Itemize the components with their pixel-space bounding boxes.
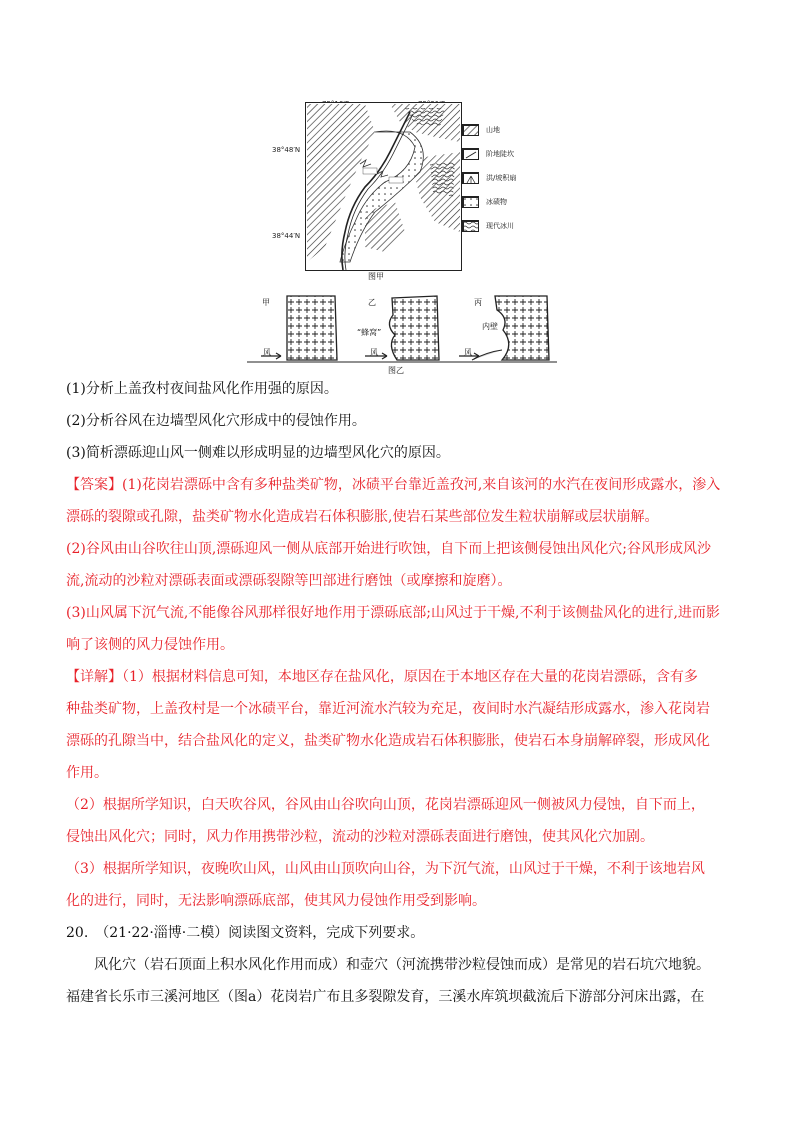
question-20-header: 20. （21·22·淄博·二模）阅读图文资料，完成下列要求。	[66, 925, 425, 941]
panel-label-bing: 丙	[474, 298, 482, 307]
figure-a-map	[305, 102, 462, 271]
legend-item-terrace-scarp: 阶地陡坎	[462, 148, 542, 162]
panel-label-jia: 甲	[262, 298, 270, 307]
map-drawing	[305, 102, 462, 271]
legend-swatch-mountain	[462, 124, 479, 136]
panel-wind-label-bing: 风	[464, 348, 472, 357]
answer-line: (2)谷风由山谷吹往山顶,漂砾迎风一侧从底部开始进行吹蚀，自下而上把该侧侵蚀出风化穴;谷风形成风沙	[66, 541, 711, 557]
legend-item-glacier: 现代冰川	[462, 220, 542, 234]
detail-line: 侵蚀出风化穴；同时，风力作用携带沙粒，流动的沙粒对漂砾表面进行磨蚀，使其风化穴加剧。	[66, 829, 654, 845]
answer-line: 响了该侧的风力侵蚀作用。	[66, 637, 234, 653]
legend-swatch-glacier	[462, 220, 479, 232]
detail-line: 种盐类矿物，上盖孜村是一个冰碛平台，靠近河流水汽较为充足，夜间时水汽凝结形成露水，渗入花岗岩	[66, 701, 710, 717]
detail-line: 作用。	[66, 765, 108, 781]
panel-wind-label-jia: 风	[263, 348, 271, 357]
detail-line: （3）根据所学知识，夜晚吹山风，山风由山顶吹向山谷，为下沉气流，山风过于干燥，不利于该地岩风	[66, 861, 705, 877]
legend-swatch-fan	[462, 172, 479, 184]
detail-line: 化的进行，同时，无法影响漂砾底部，使其风力侵蚀作用受到影响。	[66, 893, 486, 909]
panel-note-yi: “蜂窝”	[357, 328, 382, 337]
legend-swatch-terrace	[462, 148, 479, 160]
answer-line: 【答案】(1)花岗岩漂砾中含有多种盐类矿物，冰碛平台靠近盖孜河,来自该河的水汽在夜间形成露水，渗入	[66, 477, 721, 493]
legend-item-fan: 洪/坡积扇	[462, 172, 542, 186]
legend-swatch-moraine	[462, 196, 479, 208]
panel-wind-label-yi: 风	[370, 348, 378, 357]
latitude-label-north: 38°48′N	[272, 146, 301, 154]
panel-note-bing: 内壁	[482, 322, 498, 331]
question-1: (1)分析上盖孜村夜间盐风化作用强的原因。	[66, 381, 338, 397]
detail-line: 漂砾的孔隙当中，结合盐风化的定义，盐类矿物水化造成岩石体积膨胀，使岩石本身崩解碎裂，形成风化	[66, 733, 710, 749]
question-2: (2)分析谷风在边墙型风化穴形成中的侵蚀作用。	[66, 413, 366, 429]
material-line: 风化穴（岩石顶面上积水风化作用而成）和壶穴（河流携带沙粒侵蚀而成）是常见的岩石坑穴地貌。	[66, 957, 710, 973]
answer-line: 漂砾的裂隙或孔隙，盐类矿物水化造成岩石体积膨胀,使岩石某些部位发生粒状崩解或层状崩解。	[66, 509, 659, 525]
detail-line: 【详解】（1）根据材料信息可知，本地区存在盐风化，原因在于本地区存在大量的花岗岩漂砾，含有多	[66, 669, 698, 685]
answer-line: (3)山风属下沉气流,不能像谷风那样很好地作用于漂砾底部;山风过于干燥,不利于该侧盐风化的进行,进而影	[66, 605, 720, 621]
panel-label-yi: 乙	[368, 298, 376, 307]
answer-line: 流,流动的沙粒对漂砾表面或漂砾裂隙等凹部进行磨蚀（或摩擦和旋磨）。	[66, 573, 512, 589]
legend-item-mountain: 山地	[462, 124, 542, 138]
rock-panels-drawing	[247, 290, 557, 365]
figure-b-panels	[247, 290, 557, 365]
legend-item-moraine: 冰碛物	[462, 196, 542, 210]
question-3: (3)简析漂砾迎山风一侧难以形成明显的边墙型风化穴的原因。	[66, 445, 450, 461]
detail-line: （2）根据所学知识，白天吹谷风，谷风由山谷吹向山顶，花岗岩漂砾迎风一侧被风力侵蚀，自下而上，	[66, 797, 705, 813]
figure-b-caption: 图乙	[388, 366, 404, 375]
figure-a-caption: 图甲	[368, 272, 384, 281]
latitude-label-south: 38°44′N	[272, 232, 301, 240]
material-line: 福建省长乐市三溪河地区（图a）花岗岩广布且多裂隙发育，三溪水库筑坝截流后下游部分河床出露，在	[66, 989, 705, 1005]
